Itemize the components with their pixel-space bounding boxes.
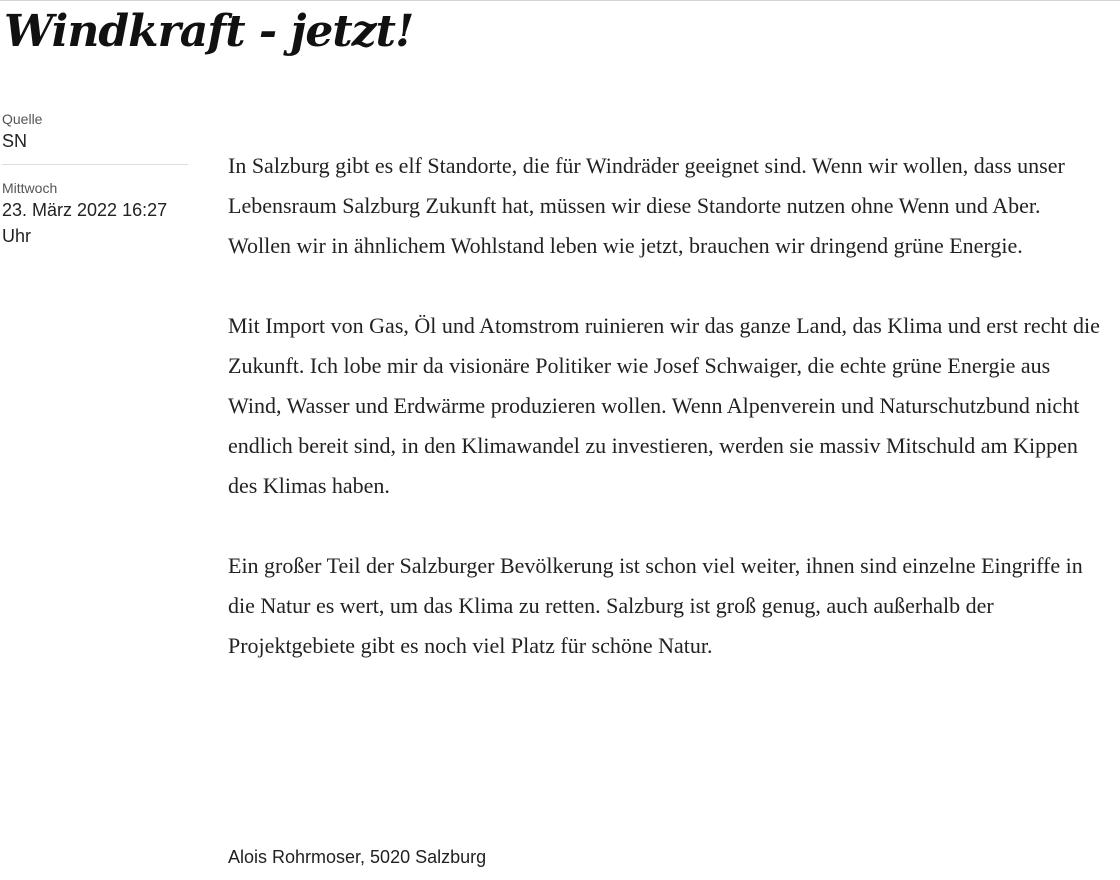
article-paragraph: Ein großer Teil der Salzburger Bevölkerung ist schon viel weiter, ihnen sind einzelne Eingriffe in die Natur es wert, um das Klima zu retten. Salzburg ist groß genug, auch außerhalb der Projektgebiete gibt es noch viel Platz für schöne Natur. [228, 553, 1083, 658]
article-title: Windkraft - jetzt! [4, 6, 414, 57]
source-value: SN [2, 131, 28, 151]
article-paragraph: Mit Import von Gas, Öl und Atomstrom ruinieren wir das ganze Land, das Klima und erst recht die Zukunft. Ich lobe mir da visionäre Politiker wie Josef Schwaiger, die echte grüne Energie aus Wind, Wasser und Erdwärme produzieren wollen. Wenn Alpenverein und Naturschutzbund nicht endlich bereit sind, in den Klimawandel zu investieren, werden sie massiv Mitschuld am Kippen des Klimas haben. [228, 313, 1100, 498]
date-label: Mittwoch [2, 180, 58, 196]
source-label: Quelle [2, 111, 43, 127]
article-meta [2, 110, 188, 249]
author-signature: Alois Rohrmoser, 5020 Salzburg [228, 847, 487, 867]
meta-divider [2, 164, 188, 165]
date-value: 23. März 2022 16:27 Uhr [2, 200, 168, 246]
article-body [228, 146, 1108, 706]
article-paragraph: In Salzburg gibt es elf Standorte, die für Windräder geeignet sind. Wenn wir wollen, dass unser Lebensraum Salzburg Zukunft hat, müssen wir diese Standorte nutzen ohne Wenn und Aber. Wollen wir in ähnlichem Wohlstand leben wie jetzt, brauchen wir dringend grüne Energie. [228, 153, 1065, 258]
top-divider [0, 0, 1120, 1]
